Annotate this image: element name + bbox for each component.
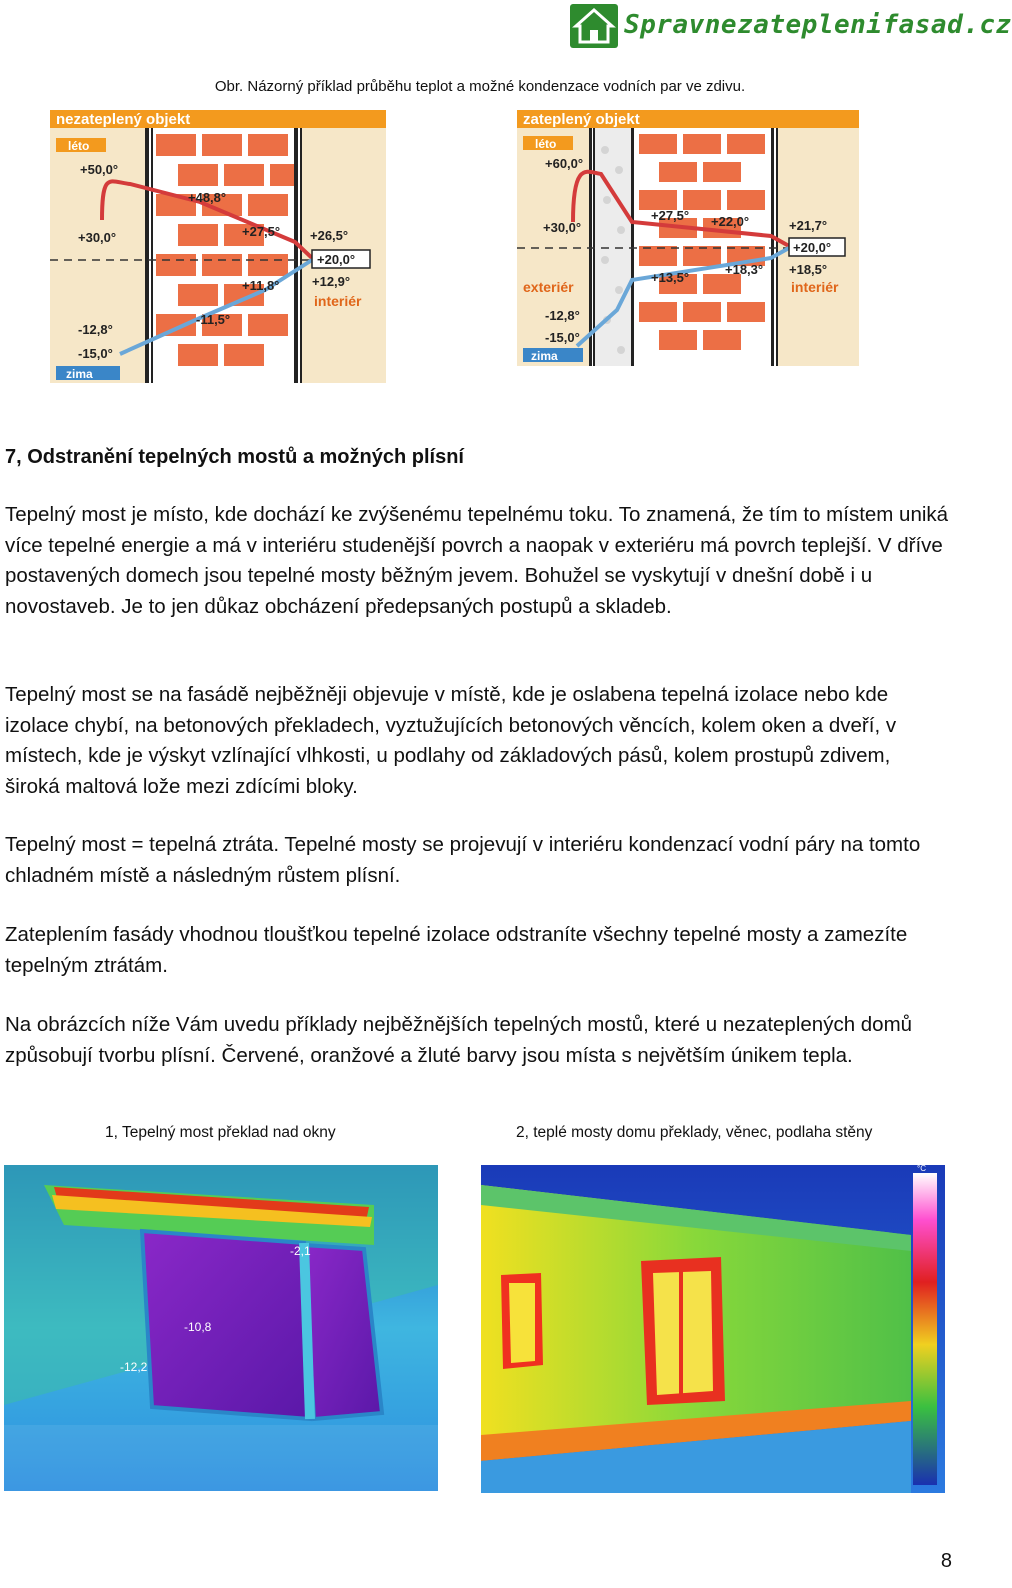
scale-unit: °C: [917, 1164, 926, 1173]
svg-text:+50,0°: +50,0°: [80, 162, 119, 177]
svg-text:+21,7°: +21,7°: [789, 218, 828, 233]
season-summer: léto: [68, 139, 90, 153]
svg-text:+27,5°: +27,5°: [242, 224, 281, 239]
svg-text:-11,5°: -11,5°: [196, 312, 231, 327]
diagram-uninsulated: [50, 110, 390, 393]
section-heading: 7, Odstranění tepelných mostů a možných plísní: [5, 446, 464, 468]
logo-text: Spravnezateplenifasad.cz: [624, 10, 1012, 40]
svg-text:+60,0°: +60,0°: [545, 156, 584, 171]
thermal-image-window-lintel: [4, 1165, 438, 1496]
diagram-title: nezateplený objekt: [56, 111, 191, 128]
interior-label: interiér: [314, 293, 362, 309]
exterior-label: exteriér: [523, 279, 574, 295]
temp-label: -2,1: [290, 1244, 311, 1258]
svg-text:-12,8°: -12,8°: [545, 308, 580, 323]
svg-text:+18,3°: +18,3°: [725, 262, 764, 277]
house-icon: [570, 4, 618, 48]
svg-text:-15,0°: -15,0°: [545, 330, 580, 345]
season-winter: zima: [531, 349, 558, 363]
paragraph-1: Tepelný most je místo, kde dochází ke zvýšenému tepelnému toku. To znamená, že tím to místem uniká více tepelné energie a má v interiéru studenější povrch a naopak v exteriéru má povrch teplejší. V dříve postavených domech jsou tepelné mosty běžným jevem. Bohužel se vyskytují v dnešní době i u novostaveb. Je to jen důkaz obcházení předepsaných postupů a skladeb.: [5, 503, 949, 618]
figure-caption-2: 2, teplé mosty domu překlady, věnec, podlaha stěny: [516, 1124, 873, 1141]
svg-text:+27,5°: +27,5°: [651, 208, 690, 223]
svg-text:+30,0°: +30,0°: [543, 220, 582, 235]
svg-text:+12,9°: +12,9°: [312, 274, 351, 289]
svg-text:+20,0°: +20,0°: [793, 240, 832, 255]
paragraph-5: Na obrázcích níže Vám uvedu příklady nejběžnějších tepelných mostů, které u nezateplených domů způsobují tvorbu plísní. Červené, oranžové a žluté barvy jsou místa s největším únikem tepla.: [5, 1013, 913, 1067]
svg-text:-15,0°: -15,0°: [78, 346, 113, 361]
svg-text:+20,0°: +20,0°: [317, 252, 356, 267]
paragraph-2: Tepelný most se na fasádě nejběžněji objevuje v místě, kde je oslabena tepelná izolace nebo kde izolace chybí, na betonových překladech, vyztužujících betonových věncích, kolem oken a dveří, v místech, kde je výskyt vzlínající vlhkosti, u podlahy od základových pásů, kolem prostupů zdivem, široká maltová lože mezi zdícími bloky.: [5, 683, 897, 798]
svg-text:+48,8°: +48,8°: [188, 190, 227, 205]
diagram-caption: Obr. Názorný příklad průběhu teplot a možné kondenzace vodních par ve zdivu.: [214, 78, 746, 95]
temp-label: -10,8: [184, 1320, 212, 1334]
season-winter: zima: [66, 367, 93, 381]
figure-caption-1: 1, Tepelný most překlad nad okny: [105, 1124, 336, 1141]
svg-text:+26,5°: +26,5°: [310, 228, 349, 243]
svg-text:-12,8°: -12,8°: [78, 322, 113, 337]
svg-text:+13,5°: +13,5°: [651, 270, 690, 285]
diagram-title: zateplený objekt: [523, 111, 640, 128]
paragraph-3: Tepelný most = tepelná ztráta. Tepelné mosty se projevují v interiéru kondenzací vodní páry na tomto chladném místě a následným růstem plísní.: [5, 833, 921, 887]
page-number: 8: [940, 1550, 952, 1572]
diagram-insulated: [517, 110, 863, 375]
svg-text:+30,0°: +30,0°: [78, 230, 117, 245]
svg-text:+11,8°: +11,8°: [242, 278, 280, 293]
interior-label: interiér: [791, 279, 839, 295]
site-logo: [570, 4, 1012, 52]
thermal-image-house: [481, 1165, 945, 1498]
season-summer: léto: [535, 137, 557, 151]
temp-label: -12,2: [120, 1360, 148, 1374]
svg-text:+22,0°: +22,0°: [711, 214, 750, 229]
svg-text:+18,5°: +18,5°: [789, 262, 828, 277]
paragraph-4: Zateplením fasády vhodnou tloušťkou tepelné izolace odstraníte všechny tepelné mosty a zamezíte tepelným ztrátám.: [5, 923, 908, 977]
